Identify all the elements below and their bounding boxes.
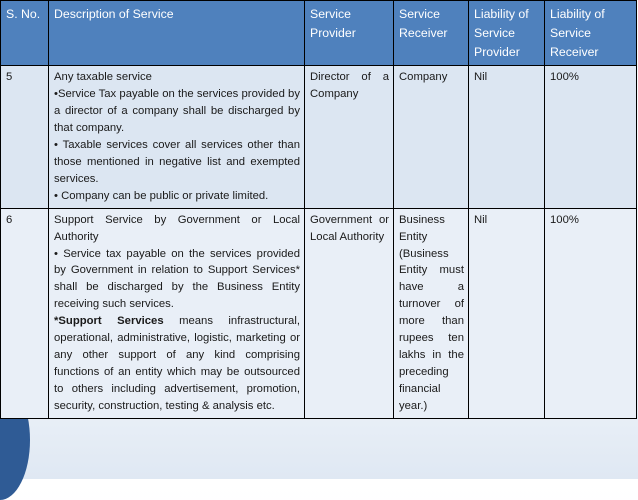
note-text: means infrastructural, operational, administrative, logistic, marketing or any other support of any kind comprising functions of an entity which may be outsourced to others including advertisement, promotion, security, construction, testing & analysis etc. [54, 315, 300, 412]
cell-description [49, 66, 305, 209]
cell-description [49, 208, 305, 418]
header-liability-provider: Liability of Service Provider [469, 1, 545, 66]
cell-liability-provider: Nil [469, 66, 545, 209]
cell-service-receiver: Business Entity (Business Entity must have a turnover of more than rupees ten lakhs in the preceding financial year.) [394, 208, 469, 418]
description-bullet: •Service Tax payable on the services provided by a director of a company shall be discharged by that company. [54, 88, 300, 134]
header-service-provider: Service Provider [305, 1, 394, 66]
header-sno: S. No. [1, 1, 49, 66]
table-row [1, 66, 637, 209]
header-service-receiver: Service Receiver [394, 1, 469, 66]
description-title: Support Service by Government or Local Authority [54, 213, 300, 243]
cell-liability-provider: Nil [469, 208, 545, 418]
cell-service-receiver: Company [394, 66, 469, 209]
description-note [54, 313, 300, 415]
table-row [1, 208, 637, 418]
cell-liability-receiver: 100% [545, 66, 637, 209]
note-label: *Support Services [54, 315, 164, 328]
description-title: Any taxable service [54, 71, 152, 84]
cell-sno: 6 [1, 208, 49, 418]
description-bullet: • Service tax payable on the services provided by Government in relation to Support Services* shall be discharged by the Business Entity receiving such services. [54, 247, 300, 311]
description-bullet: • Taxable services cover all services other than those mentioned in negative list and exempted services. [54, 138, 300, 185]
cell-service-provider: Government or Local Authority [305, 208, 394, 418]
header-description: Description of Service [49, 1, 305, 66]
cell-service-provider: Director of a Company [305, 66, 394, 209]
cell-liability-receiver: 100% [545, 208, 637, 418]
table-header-row [1, 1, 637, 66]
cell-sno: 5 [1, 66, 49, 209]
header-liability-receiver: Liability of Service Receiver [545, 1, 637, 66]
description-bullet: • Company can be public or private limited. [54, 189, 269, 202]
